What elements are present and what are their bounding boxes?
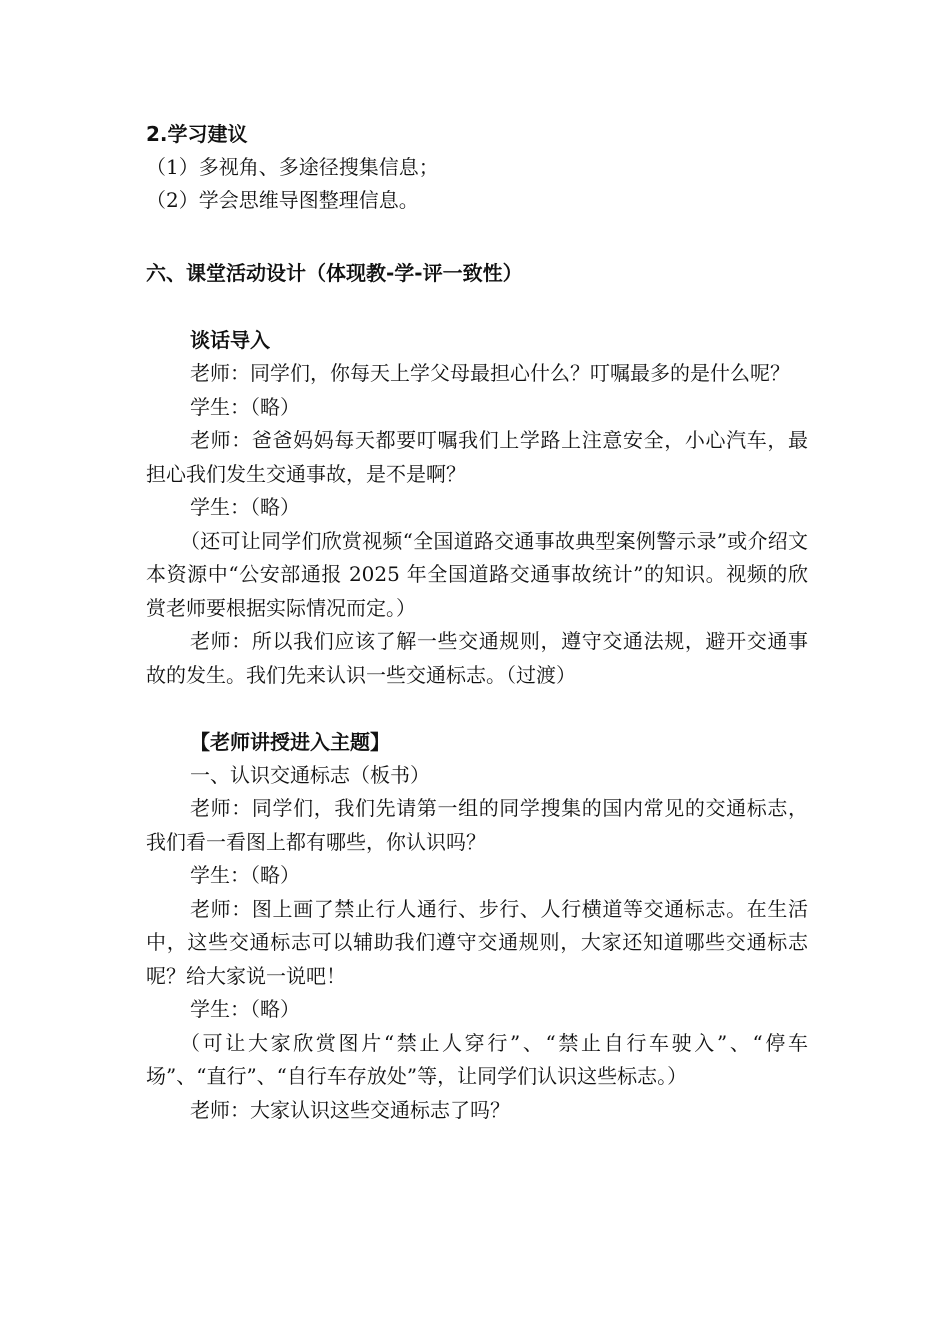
lecture-paragraph: 学生：（略） bbox=[190, 863, 300, 887]
intro-paragraph: 学生：（略） bbox=[190, 495, 300, 519]
section-2-title: 2.学习建议 bbox=[146, 122, 248, 146]
suggestion-item-2: （2）学会思维导图整理信息。 bbox=[146, 188, 419, 212]
section-6-title: 六、课堂活动设计（体现教-学-评一致性） bbox=[146, 261, 523, 285]
intro-paragraph: 学生：（略） bbox=[190, 394, 300, 419]
intro-paragraph: （还可让同学们欣赏视频“全国道路交通事故典型案例警示录”或介绍文本资源中“公安部通报 2025 年全国道路交通事故统计”的知识。视频的欣赏老师要根据实际情况而定。） bbox=[146, 528, 808, 620]
lecture-heading: 【老师讲授进入主题】 bbox=[190, 730, 390, 754]
intro-paragraph: 老师：所以我们应该了解一些交通规则，遵守交通法规，避开交通事故的发生。我们先来认识一些交通标志。（过渡） bbox=[146, 629, 808, 687]
intro-paragraph: 老师：爸爸妈妈每天都要叮嘱我们上学路上注意安全，小心汽车，最担心我们发生交通事故，是不是啊？ bbox=[146, 428, 808, 486]
lecture-paragraph: 老师：同学们，我们先请第一组的同学搜集的国内常见的交通标志，我们看一看图上都有哪些，你认识吗？ bbox=[146, 796, 808, 854]
lecture-paragraph: 老师：图上画了禁止行人通行、步行、人行横道等交通标志。在生活中，这些交通标志可以辅助我们遵守交通规则，大家还知道哪些交通标志呢？给大家说一说吧！ bbox=[146, 896, 808, 988]
intro-paragraph: 老师：同学们，你每天上学父母最担心什么？叮嘱最多的是什么呢？ bbox=[190, 361, 790, 385]
lecture-subheading: 一、认识交通标志（板书） bbox=[190, 763, 430, 787]
lecture-paragraph: 学生：（略） bbox=[190, 997, 300, 1021]
lecture-paragraph: 老师：大家认识这些交通标志了吗？ bbox=[190, 1097, 510, 1122]
suggestion-item-1: （1）多视角、多途径搜集信息； bbox=[146, 155, 439, 179]
lecture-paragraph: （可让大家欣赏图片“禁止人穿行”、“禁止自行车驶入”、“停车场”、“直行”、“自行车存放处”等，让同学们认识这些标志。） bbox=[146, 1030, 808, 1088]
intro-heading: 谈话导入 bbox=[190, 328, 270, 352]
document-page bbox=[146, 118, 808, 1127]
